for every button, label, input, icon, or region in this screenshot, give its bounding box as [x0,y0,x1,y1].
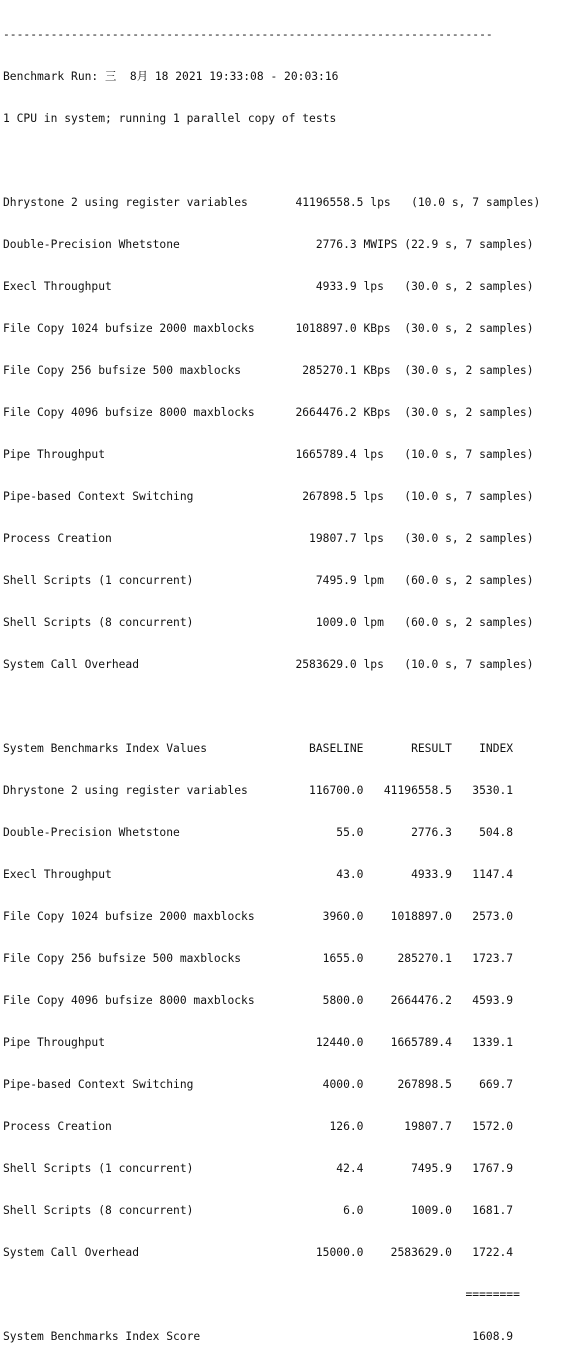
index-row-pipe-context: Pipe-based Context Switching 4000.0 267898.5 669.7 [3,1078,514,1091]
benchmark-run-line: Benchmark Run: 三 8月 18 2021 19:33:08 - 20:03:16 [3,70,339,83]
result-row-shell-8: Shell Scripts (8 concurrent) 1009.0 lpm (60.0 s, 2 samples) [3,616,534,629]
blank-line [3,154,567,168]
cpu-info-line: 1 CPU in system; running 1 parallel copy of tests [3,112,337,125]
result-row-process-creation: Process Creation 19807.7 lps (30.0 s, 2 samples) [3,532,534,545]
result-row-execl: Execl Throughput 4933.9 lps (30.0 s, 2 samples) [3,280,534,293]
result-row-pipe-throughput: Pipe Throughput 1665789.4 lps (10.0 s, 7 samples) [3,448,534,461]
index-row-syscall: System Call Overhead 15000.0 2583629.0 1722.4 [3,1246,514,1259]
separator-line: ------------------------------------------------------------------------ [3,28,493,41]
result-row-syscall: System Call Overhead 2583629.0 lps (10.0 s, 7 samples) [3,658,534,671]
index-header-line: System Benchmarks Index Values BASELINE RESULT INDEX [3,742,514,755]
index-total-separator: ======== [3,1288,520,1301]
result-row-dhrystone: Dhrystone 2 using register variables 41196558.5 lps (10.0 s, 7 samples) [3,196,541,209]
result-row-filecopy-256: File Copy 256 bufsize 500 maxblocks 285270.1 KBps (30.0 s, 2 samples) [3,364,534,377]
index-row-whetstone: Double-Precision Whetstone 55.0 2776.3 504.8 [3,826,514,839]
index-row-pipe-throughput: Pipe Throughput 12440.0 1665789.4 1339.1 [3,1036,514,1049]
result-row-filecopy-1024: File Copy 1024 bufsize 2000 maxblocks 1018897.0 KBps (30.0 s, 2 samples) [3,322,534,335]
index-row-filecopy-1024: File Copy 1024 bufsize 2000 maxblocks 3960.0 1018897.0 2573.0 [3,910,514,923]
result-row-pipe-context: Pipe-based Context Switching 267898.5 lps (10.0 s, 7 samples) [3,490,534,503]
index-row-shell-1: Shell Scripts (1 concurrent) 42.4 7495.9 1767.9 [3,1162,514,1175]
result-row-whetstone: Double-Precision Whetstone 2776.3 MWIPS (22.9 s, 7 samples) [3,238,534,251]
terminal-output [3,0,567,1358]
blank-line [3,700,567,714]
index-row-filecopy-256: File Copy 256 bufsize 500 maxblocks 1655.0 285270.1 1723.7 [3,952,514,965]
index-row-dhrystone: Dhrystone 2 using register variables 116700.0 41196558.5 3530.1 [3,784,514,797]
index-score-line: System Benchmarks Index Score 1608.9 [3,1330,514,1343]
result-row-shell-1: Shell Scripts (1 concurrent) 7495.9 lpm (60.0 s, 2 samples) [3,574,534,587]
index-row-process-creation: Process Creation 126.0 19807.7 1572.0 [3,1120,514,1133]
index-row-execl: Execl Throughput 43.0 4933.9 1147.4 [3,868,514,881]
result-row-filecopy-4096: File Copy 4096 bufsize 8000 maxblocks 2664476.2 KBps (30.0 s, 2 samples) [3,406,534,419]
index-row-shell-8: Shell Scripts (8 concurrent) 6.0 1009.0 1681.7 [3,1204,514,1217]
index-row-filecopy-4096: File Copy 4096 bufsize 8000 maxblocks 5800.0 2664476.2 4593.9 [3,994,514,1007]
